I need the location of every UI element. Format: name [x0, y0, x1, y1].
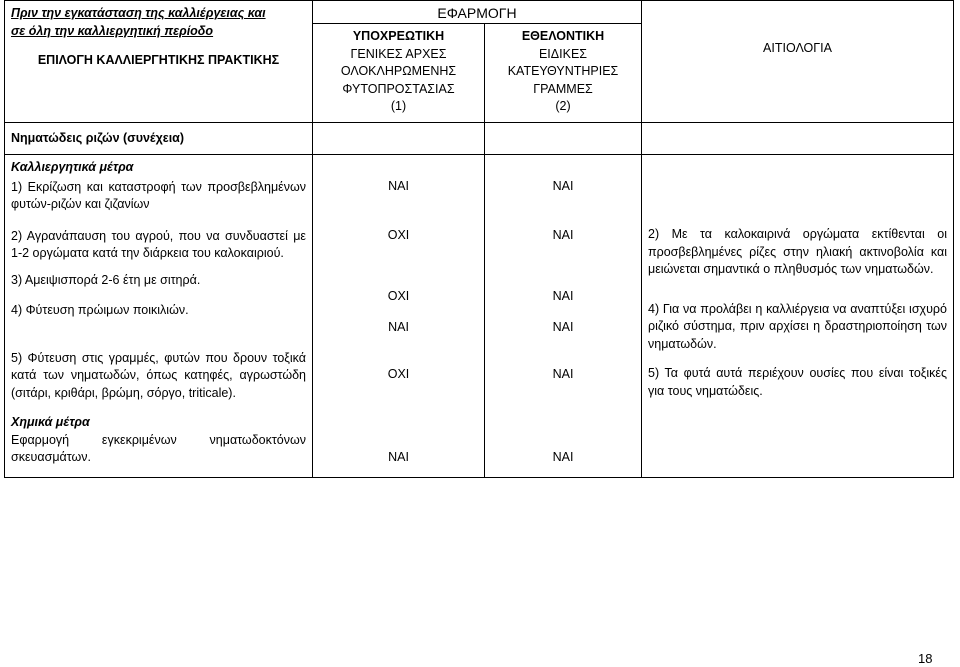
row2-practice: 2) Αγρανάπαυση του αγρού, που να συνδυαστεί με 1-2 οργώματα κατά την διάρκεια του καλοκαιριού.	[11, 228, 306, 260]
section-row	[5, 122, 954, 155]
row4-voluntary: ΝΑΙ	[552, 319, 574, 334]
header-practice-cell	[5, 1, 313, 123]
page-number: 18	[918, 651, 933, 666]
cultural-row	[5, 155, 954, 478]
practices-table	[4, 0, 954, 478]
header-title: Πριν την εγκατάσταση της καλλιέργειας και σε όλη την καλλιεργητική περίοδο	[11, 6, 266, 38]
row1-mandatory: ΝΑΙ	[388, 179, 409, 193]
header-application: ΕΦΑΡΜΟΓΗ	[313, 1, 642, 24]
voluntary-column	[485, 155, 642, 478]
mandatory-column	[313, 155, 485, 478]
chemical-voluntary: ΝΑΙ	[552, 449, 574, 464]
row4-mandatory: ΝΑΙ	[388, 319, 409, 334]
row3-mandatory: ΟΧΙ	[387, 289, 410, 303]
header-reasoning: ΑΙΤΙΟΛΟΓΙΑ	[642, 1, 954, 123]
header-voluntary: ΕΘΕΛΟΝΤΙΚΗ ΕΙΔΙΚΕΣ ΚΑΤΕΥΘΥΝΤΗΡΙΕΣ ΓΡΑΜΜΕΣ (2)	[485, 24, 642, 123]
row5-mandatory: ΟΧΙ	[387, 367, 410, 381]
reason-column	[642, 155, 954, 478]
cultural-cell	[5, 155, 313, 478]
row1-practice: 1) Εκρίζωση και καταστροφή των προσβεβλημένων φυτών-ριζών και ζιζανίων	[11, 179, 306, 211]
chemical-practice: Εφαρμογή εγκεκριμένων νηματωδοκτόνων σκευασμάτων.	[11, 432, 306, 464]
row2-mandatory: ΟΧΙ	[387, 227, 410, 242]
row2-voluntary: ΝΑΙ	[552, 227, 574, 242]
chemical-title: Χημικά μέτρα	[11, 415, 90, 429]
row5-voluntary: ΝΑΙ	[552, 367, 574, 381]
header-practice-label: ΕΠΙΛΟΓΗ ΚΑΛΛΙΕΡΓΗΤΙΚΗΣ ΠΡΑΚΤΙΚΗΣ	[37, 53, 280, 67]
row5-reason: 5) Τα φυτά αυτά περιέχουν ουσίες που είναι τοξικές για τους νηματώδεις.	[648, 366, 947, 398]
row4-reason: 4) Για να προλάβει η καλλιέργεια να αναπτύξει ισχυρό ριζικό σύστημα, πριν αρχίσει η δραστηριοποίηση των νηματωδών.	[648, 301, 947, 351]
row3-voluntary: ΝΑΙ	[552, 289, 574, 303]
row3-practice: 3) Αμειψισπορά 2-6 έτη με σιτηρά.	[11, 272, 201, 287]
header-mandatory: ΥΠΟΧΡΕΩΤΙΚΗ ΓΕΝΙΚΕΣ ΑΡΧΕΣ ΟΛΟΚΛΗΡΩΜΕΝΗΣ ΦΥΤΟΠΡΟΣΤΑΣΙΑΣ (1)	[313, 24, 485, 123]
row4-practice: 4) Φύτευση πρώιμων ποικιλιών.	[11, 303, 189, 317]
section-title: Νηματώδεις ριζών (συνέχεια)	[5, 122, 313, 155]
chemical-mandatory: ΝΑΙ	[388, 449, 409, 464]
row1-voluntary: ΝΑΙ	[552, 179, 574, 193]
row2-reason: 2) Με τα καλοκαιρινά οργώματα εκτίθενται οι προσβεβλημένες ρίζες στην ηλιακή ακτινοβολία και μειώνεται σημαντικά ο πληθυσμός των νηματωδών.	[648, 227, 947, 276]
row5-practice: 5) Φύτευση στις γραμμές, φυτών που δρουν τοξικά κατά των νηματωδών, όπως κατηφές, αγρωστώδη (σιτάρι, κριθάρι, βρώμη, σόργο, triticale).	[11, 350, 306, 400]
cultural-title: Καλλιεργητικά μέτρα	[11, 160, 134, 174]
header-row-top	[5, 1, 954, 24]
